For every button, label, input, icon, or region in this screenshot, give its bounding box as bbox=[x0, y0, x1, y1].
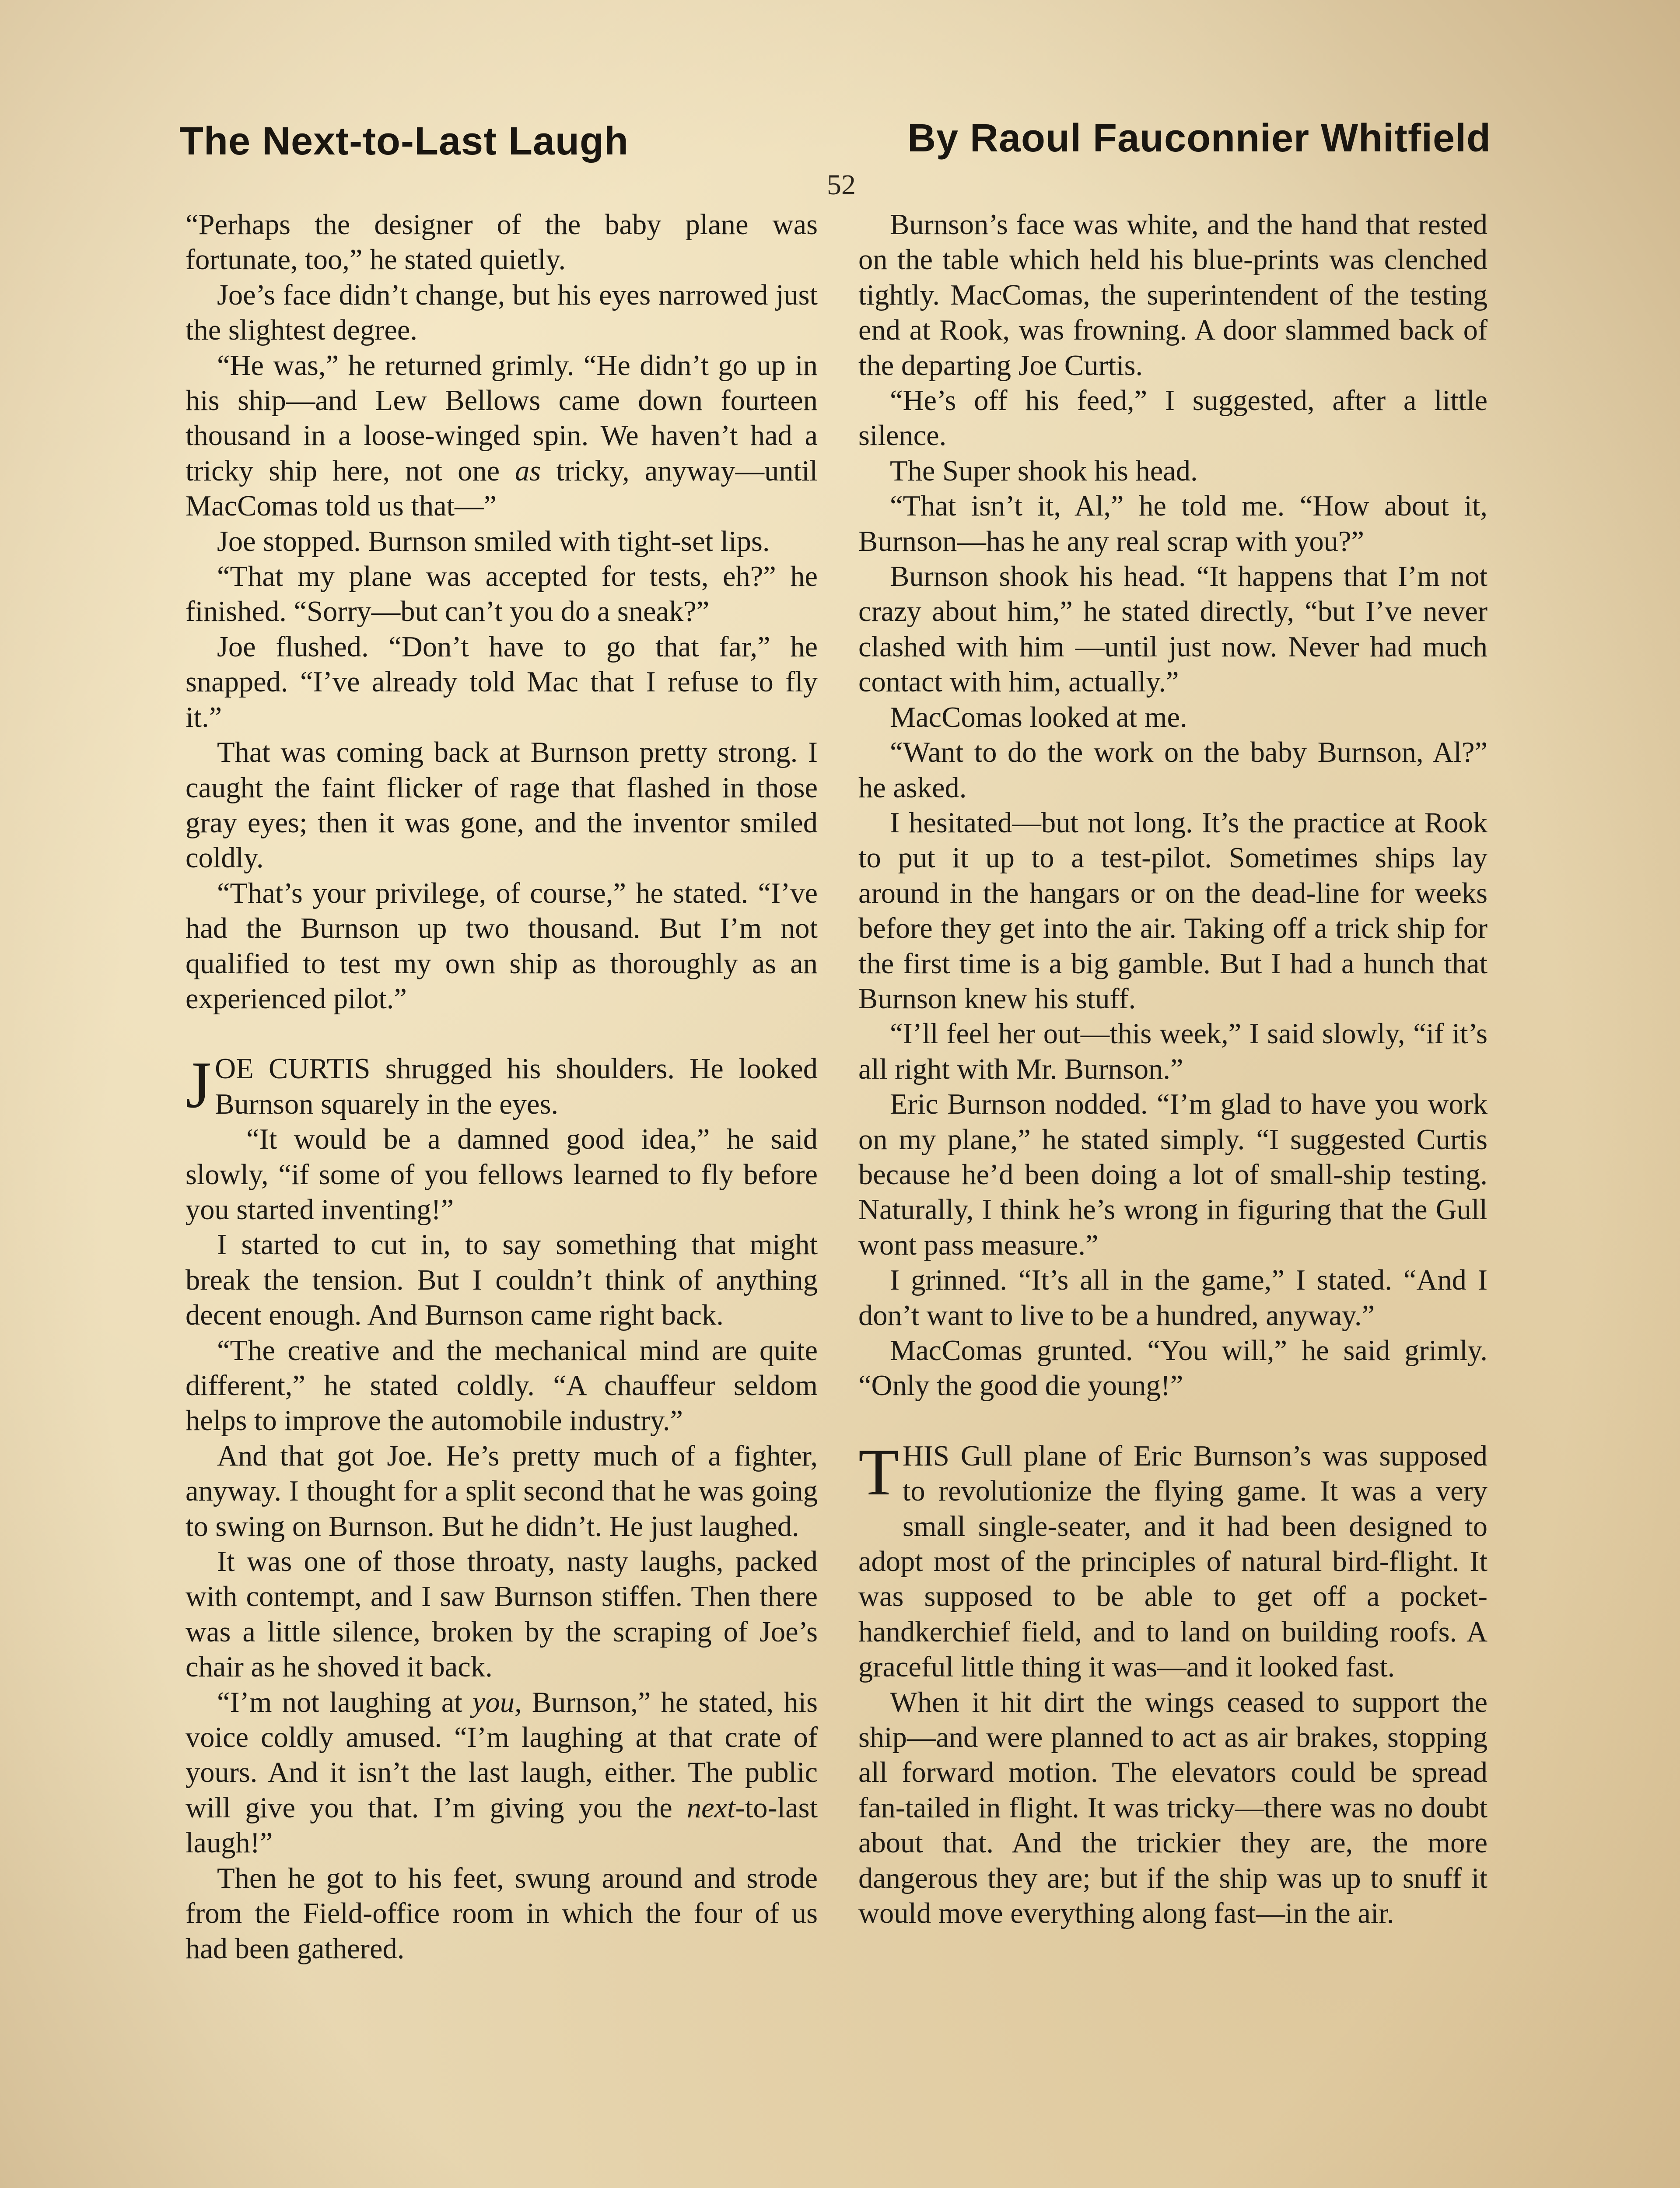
drop-cap: T bbox=[858, 1435, 899, 1509]
paragraph: “The creative and the mechanical mind are quite different,” he stated coldly. “A chauffeur seldom helps to improve the automobile industry.” bbox=[186, 1334, 818, 1437]
paragraph: MacComas looked at me. bbox=[890, 701, 1187, 733]
paragraph: I hesitated—but not long. It’s the practice at Rook to put it up to a test-pilot. Sometimes ships lay around in the hangars or on the dead-line for weeks before they get into the air. Taking off a trick ship for the first time is a big gamble. But I had a hunch that Burnson knew his stuff. bbox=[858, 806, 1488, 1015]
paragraph: When it hit dirt the wings ceased to support the ship—and were planned to act as air brakes, stopping all forward motion. The elevators could be spread fan-tailed in flight. It was tricky—there was no doubt about that. And the trickier they are, the more dangerous they are; but if the ship was up to snuff it would move everything along fast—in the air. bbox=[858, 1686, 1488, 1930]
paragraph: Joe stopped. Burnson smiled with tight-set lips. bbox=[217, 525, 770, 558]
left-text-column bbox=[186, 207, 818, 1967]
paragraph: Then he got to his feet, swung around and strode from the Field-office room in which the four of us had been gathered. bbox=[186, 1862, 818, 1965]
paragraph: “It would be a damned good idea,” he said slowly, “if some of you fellows learned to fly before you started inventing!” bbox=[186, 1123, 818, 1226]
paragraph: MacComas grunted. “You will,” he said grimly. “Only the good die young!” bbox=[858, 1335, 1488, 1402]
paragraph: “He’s off his feed,” I suggested, after a little silence. bbox=[858, 385, 1488, 452]
section-opening-paragraph: THIS Gull plane of Eric Burnson’s was supposed to revolutionize the flying game. It was a very small single-seater, and it had been designed to adopt most of the principles of natural bird-flight. It was supposed to be able to get off a pocket-handkerchief field, and to land on building roofs. A graceful little thing it was—and it looked fast. bbox=[858, 1435, 1488, 1683]
paragraph: “Want to do the work on the baby Burnson, Al?” he asked. bbox=[858, 736, 1488, 804]
paragraph: Joe flushed. “Don’t have to go that far,” he snapped. “I’ve already told Mac that I refuse to fly it.” bbox=[186, 631, 818, 733]
paragraph: “That isn’t it, Al,” he told me. “How about it, Burnson—has he any real scrap with you?” bbox=[858, 490, 1488, 558]
paragraph: It was one of those throaty, nasty laughs, packed with contempt, and I saw Burnson stiffen. Then there was a little silence, broken by the scraping of Joe’s chair as he shoved it back. bbox=[186, 1546, 818, 1683]
section-opening-paragraph: JOE CURTIS shrugged his shoulders. He looked Burnson squarely in the eyes. bbox=[186, 1048, 818, 1122]
paragraph: “That’s your privilege, of course,” he stated. “I’ve had the Burnson up two thousand. But I’m not qualified to test my own ship as thoroughly as an experienced pilot.” bbox=[186, 877, 818, 1015]
paragraph: And that got Joe. He’s pretty much of a fighter, anyway. I thought for a split second that he was going to swing on Burnson. But he didn’t. He just laughed. bbox=[186, 1440, 818, 1543]
paragraph: “I’m not laughing at you, Burnson,” he stated, his voice coldly amused. “I’m laughing at that crate of yours. And it isn’t the last laugh, either. The public will give you that. I’m giving you the next-to-last laugh!” bbox=[186, 1686, 818, 1859]
paragraph: That was coming back at Burnson pretty strong. I caught the faint flicker of rage that flashed in those gray eyes; then it was gone, and the inventor smiled coldly. bbox=[186, 736, 818, 874]
paragraph: “I’ll feel her out—this week,” I said slowly, “if it’s all right with Mr. Burnson.” bbox=[858, 1018, 1488, 1085]
paragraph: Eric Burnson nodded. “I’m glad to have you work on my plane,” he stated simply. “I suggested Curtis because he’d been doing a lot of small-ship testing. Naturally, I think he’s wrong in figuring that the Gull wont pass measure.” bbox=[858, 1088, 1488, 1261]
story-title: The Next-to-Last Laugh bbox=[179, 119, 629, 163]
paragraph: I started to cut in, to say something that might break the tension. But I couldn’t think of anything decent enough. And Burnson came right back. bbox=[186, 1229, 818, 1332]
drop-cap: J bbox=[186, 1048, 212, 1122]
paragraph: Burnson shook his head. “It happens that I’m not crazy about him,” he stated directly, “but I’ve never clashed with him —until just now. Never had much contact with him, actually.” bbox=[858, 561, 1488, 698]
page-number: 52 bbox=[827, 169, 856, 201]
paragraph: Burnson’s face was white, and the hand that rested on the table which held his blue-prints was clenched tightly. MacComas, the superintendent of the testing end at Rook, was frowning. A door slammed back of the departing Joe Curtis. bbox=[858, 209, 1488, 382]
story-author-byline: By Raoul Fauconnier Whitfield bbox=[907, 116, 1491, 160]
right-text-column bbox=[858, 207, 1488, 1932]
paragraph: Joe’s face didn’t change, but his eyes narrowed just the slightest degree. bbox=[186, 279, 818, 347]
paragraph: I grinned. “It’s all in the game,” I stated. “And I don’t want to live to be a hundred, anyway.” bbox=[858, 1264, 1488, 1332]
paragraph: “He was,” he returned grimly. “He didn’t go up in his ship—and Lew Bellows came down fourteen thousand in a loose-winged spin. We haven’t had a tricky ship here, not one as tricky, anyway—until MacComas told us that—” bbox=[186, 349, 818, 522]
paragraph: The Super shook his head. bbox=[890, 455, 1198, 487]
paragraph: “That my plane was accepted for tests, eh?” he finished. “Sorry—but can’t you do a sneak?” bbox=[186, 561, 818, 628]
paragraph: “Perhaps the designer of the baby plane was fortunate, too,” he stated quietly. bbox=[186, 209, 818, 276]
